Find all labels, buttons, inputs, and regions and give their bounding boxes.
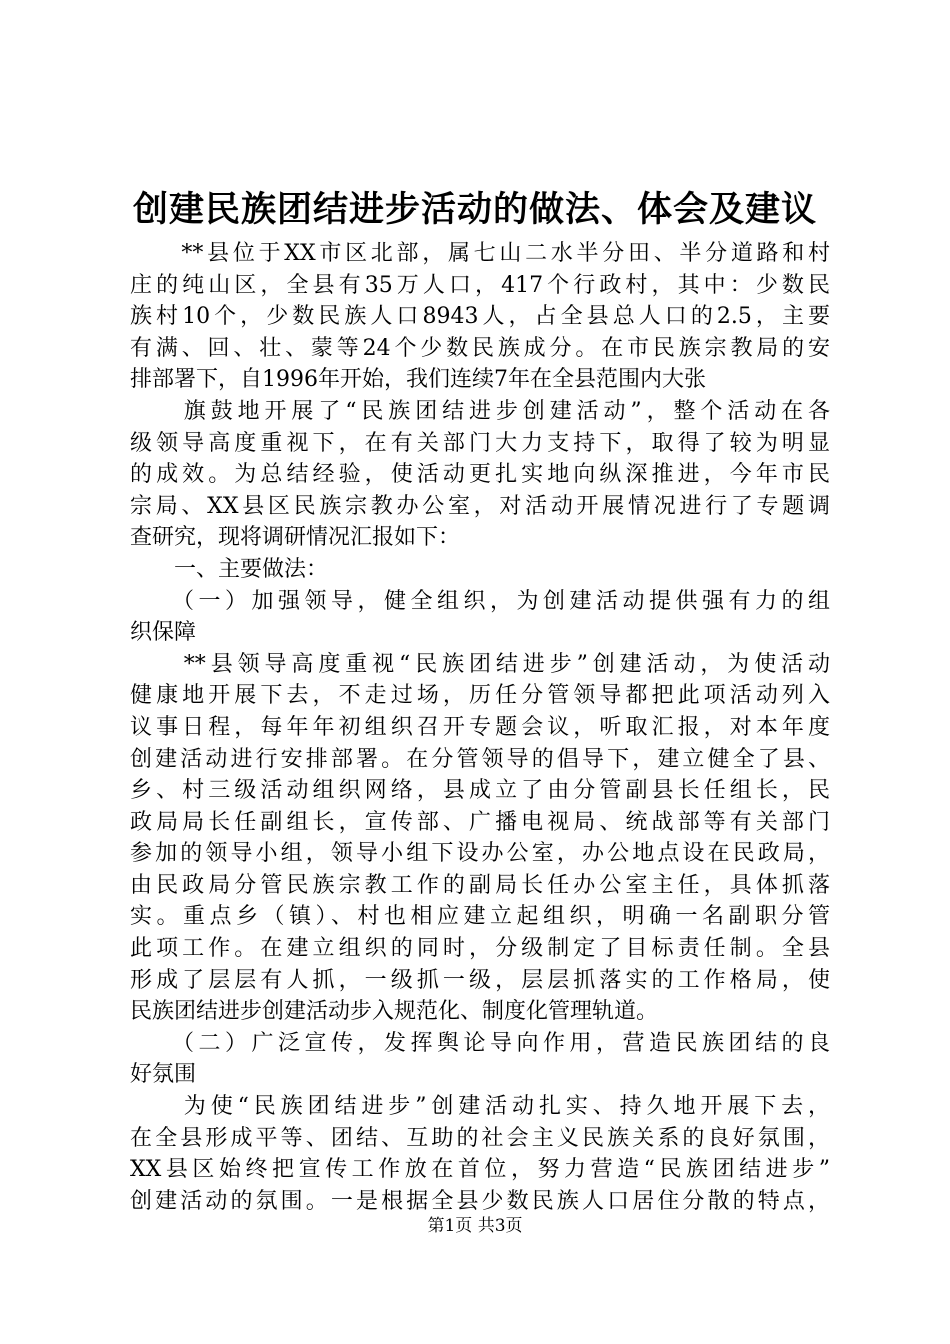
document-title: 创建民族团结进步活动的做法、体会及建议 <box>132 189 817 230</box>
body-line: 乡、村三级活动组织网络，县成立了由分管副县长任组长，民 <box>130 778 830 804</box>
body-line: 级领导高度重视下，在有关部门大力支持下，取得了较为明显 <box>130 430 830 456</box>
body-line: 宗局、XX县区民族宗教办公室，对活动开展情况进行了专题调 <box>130 493 830 519</box>
body-line: 为使“民族团结进步”创建活动扎实、持久地开展下去， <box>130 1094 830 1120</box>
body-line: 有满、回、壮、蒙等24个少数民族成分。在市民族宗教局的安 <box>130 335 830 361</box>
document-body <box>130 238 830 1217</box>
body-line: 形成了层层有人抓，一级抓一级，层层抓落实的工作格局，使 <box>130 967 830 993</box>
body-line: 庄的纯山区，全县有35万人口，417个行政村，其中：少数民 <box>130 272 830 298</box>
body-line: 族村10个，少数民族人口8943人，占全县总人口的2.5，主要 <box>130 304 830 330</box>
body-line: 在全县形成平等、团结、互助的社会主义民族关系的良好氛围， <box>130 1125 830 1151</box>
body-line: 查研究，现将调研情况汇报如下： <box>130 525 461 551</box>
page-footer: 第1页 共3页 <box>427 1216 523 1236</box>
body-line: 好氛围 <box>130 1062 197 1088</box>
body-line: **县位于XX市区北部，属七山二水半分田、半分道路和村 <box>130 241 830 266</box>
body-line: （二）广泛宣传，发挥舆论导向作用，营造民族团结的良 <box>130 1030 830 1056</box>
body-line: 参加的领导小组，领导小组下设办公室，办公地点设在民政局， <box>130 841 830 867</box>
body-line: **县领导高度重视“民族团结进步”创建活动，为使活动 <box>130 651 830 677</box>
body-line: 民族团结进步创建活动步入规范化、制度化管理轨道。 <box>130 999 659 1025</box>
body-line: 此项工作。在建立组织的同时，分级制定了目标责任制。全县 <box>130 936 830 962</box>
body-line: 议事日程，每年年初组织召开专题会议，听取汇报，对本年度 <box>130 714 830 740</box>
body-line: 实。重点乡（镇）、村也相应建立起组织，明确一名副职分管 <box>130 904 830 930</box>
body-line: 由民政局分管民族宗教工作的副局长任办公室主任，具体抓落 <box>130 872 830 898</box>
body-line: 排部署下，自1996年开始，我们连续7年在全县范围内大张 <box>130 367 706 393</box>
body-line: （一）加强领导，健全组织，为创建活动提供强有力的组 <box>130 588 830 614</box>
body-line: 旗鼓地开展了“民族团结进步创建活动”，整个活动在各 <box>130 398 830 424</box>
body-line: 健康地开展下去，不走过场，历任分管领导都把此项活动列入 <box>130 683 830 709</box>
body-line: 政局局长任副组长，宣传部、广播电视局、统战部等有关部门 <box>130 809 830 835</box>
body-line: 创建活动进行安排部署。在分管领导的倡导下，建立健全了县、 <box>130 746 830 772</box>
body-line: 一、主要做法： <box>130 556 329 582</box>
body-line: XX县区始终把宣传工作放在首位，努力营造“民族团结进步” <box>130 1157 830 1183</box>
body-line: 的成效。为总结经验，使活动更扎实地向纵深推进，今年市民 <box>130 462 830 488</box>
body-line: 创建活动的氛围。一是根据全县少数民族人口居住分散的特点， <box>130 1188 830 1214</box>
body-line: 织保障 <box>130 620 197 646</box>
